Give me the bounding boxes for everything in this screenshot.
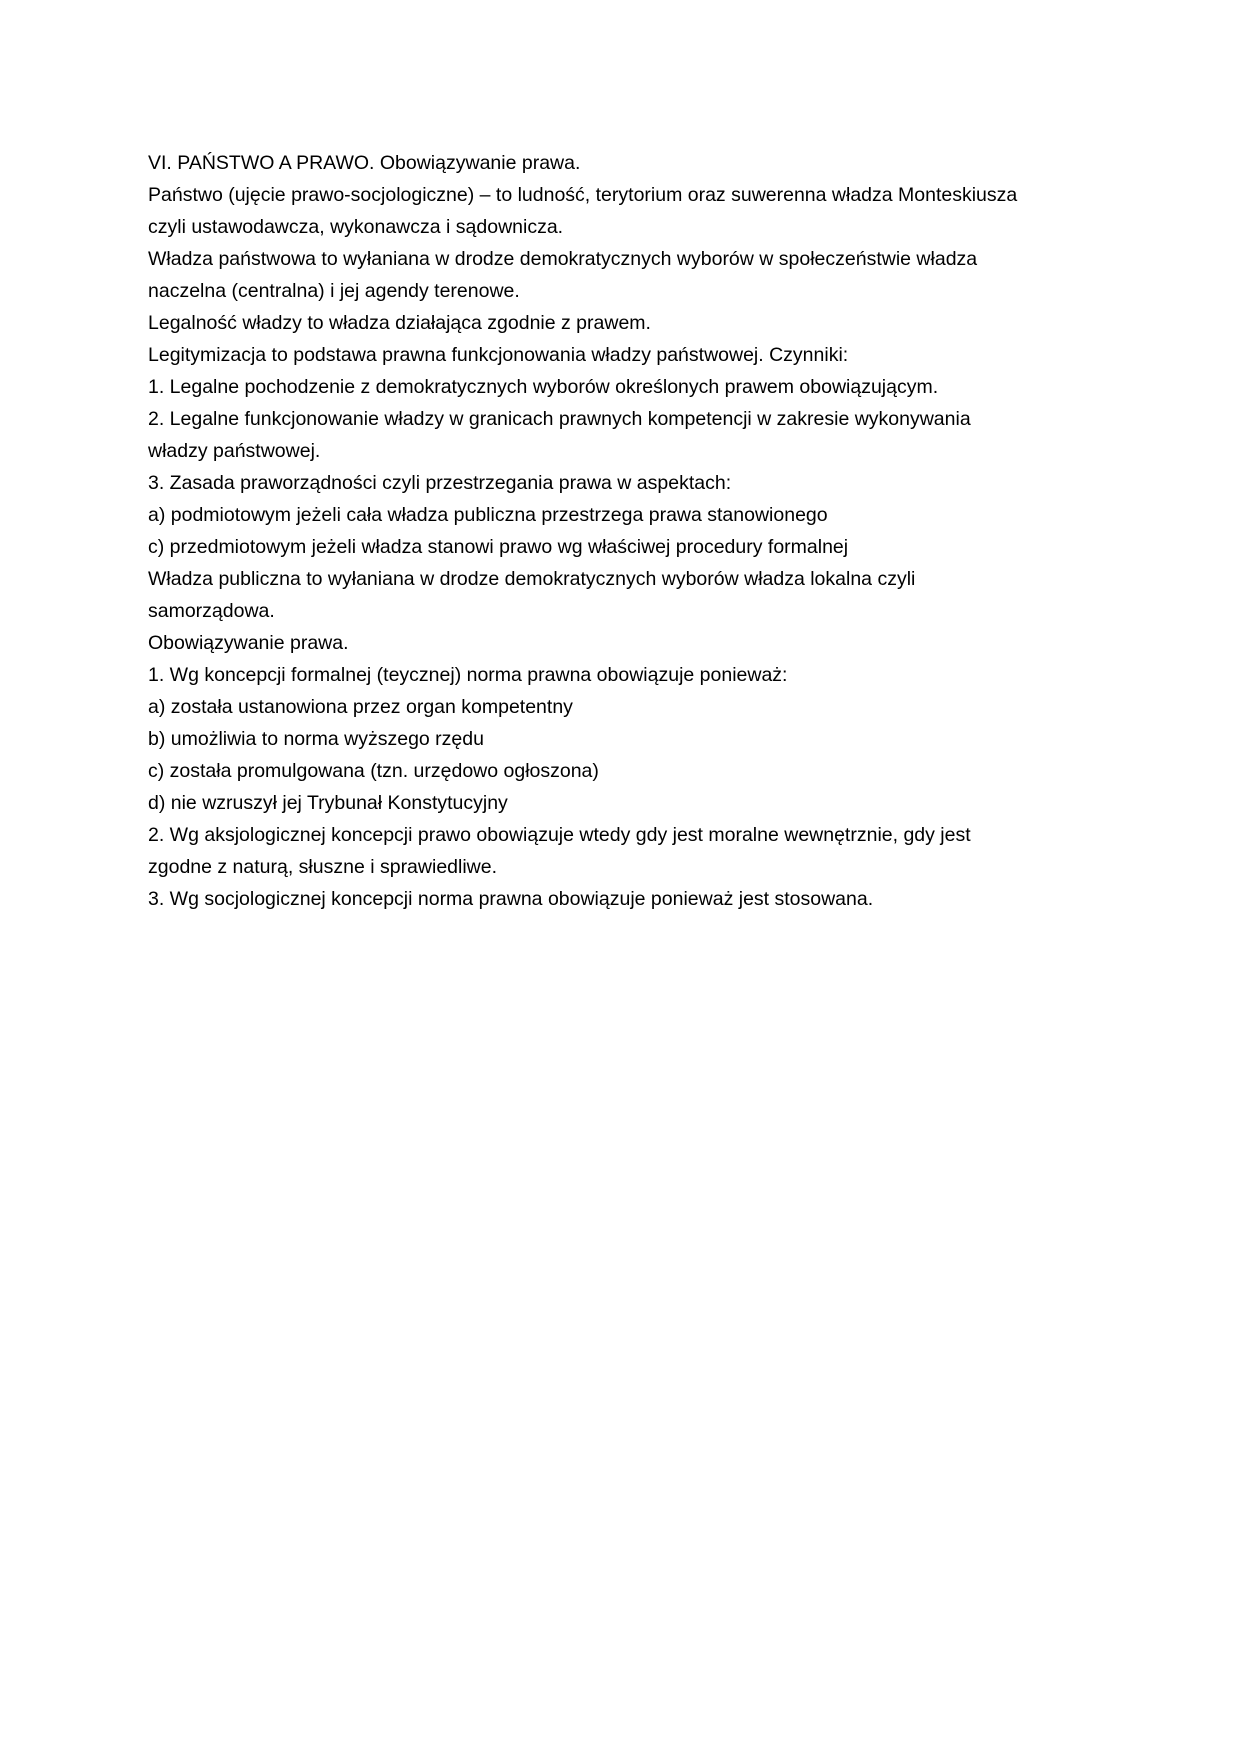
list-item: c) przedmiotowym jeżeli władza stanowi prawo wg właściwej procedury formalnej [148,536,849,558]
list-item: 2. Legalne funkcjonowanie władzy w granicach prawnych kompetencji w zakresie wykonywania [148,408,971,430]
list-item: 1. Legalne pochodzenie z demokratycznych wyborów określonych prawem obowiązującym. [148,376,939,398]
list-item: 3. Wg socjologicznej koncepcji norma prawna obowiązuje ponieważ jest stosowana. [148,888,874,910]
text-line: samorządowa. [148,600,275,622]
list-item: 3. Zasada praworządności czyli przestrzegania prawa w aspektach: [148,472,732,494]
document-title: VI. PAŃSTWO A PRAWO. Obowiązywanie prawa. [148,152,581,174]
list-item: a) została ustanowiona przez organ kompetentny [148,696,573,718]
document-body [148,147,1118,915]
list-item: a) podmiotowym jeżeli cała władza publiczna przestrzega prawa stanowionego [148,504,828,526]
text-line: Władza państwowa to wyłaniana w drodze demokratycznych wyborów w społeczeństwie władza [148,248,978,270]
text-line: czyli ustawodawcza, wykonawcza i sądownicza. [148,216,564,238]
list-item: b) umożliwia to norma wyższego rzędu [148,728,484,750]
list-item: d) nie wzruszył jej Trybunał Konstytucyjny [148,792,508,814]
list-item: c) została promulgowana (tzn. urzędowo ogłoszona) [148,760,599,782]
text-line: władzy państwowej. [148,440,321,462]
section-heading: Obowiązywanie prawa. [148,632,349,654]
text-line: Państwo (ujęcie prawo-socjologiczne) – to ludność, terytorium oraz suwerenna władza Monteskiusza [148,184,1018,206]
text-line: Legitymizacja to podstawa prawna funkcjonowania władzy państwowej. Czynniki: [148,344,849,366]
text-line: Legalność władzy to władza działająca zgodnie z prawem. [148,312,651,334]
list-item: 2. Wg aksjologicznej koncepcji prawo obowiązuje wtedy gdy jest moralne wewnętrznie, gdy jest [148,824,971,846]
text-line: zgodne z naturą, słuszne i sprawiedliwe. [148,856,498,878]
list-item: 1. Wg koncepcji formalnej (teycznej) norma prawna obowiązuje ponieważ: [148,664,788,686]
text-line: naczelna (centralna) i jej agendy terenowe. [148,280,520,302]
text-line: Władza publiczna to wyłaniana w drodze demokratycznych wyborów władza lokalna czyli [148,568,916,590]
